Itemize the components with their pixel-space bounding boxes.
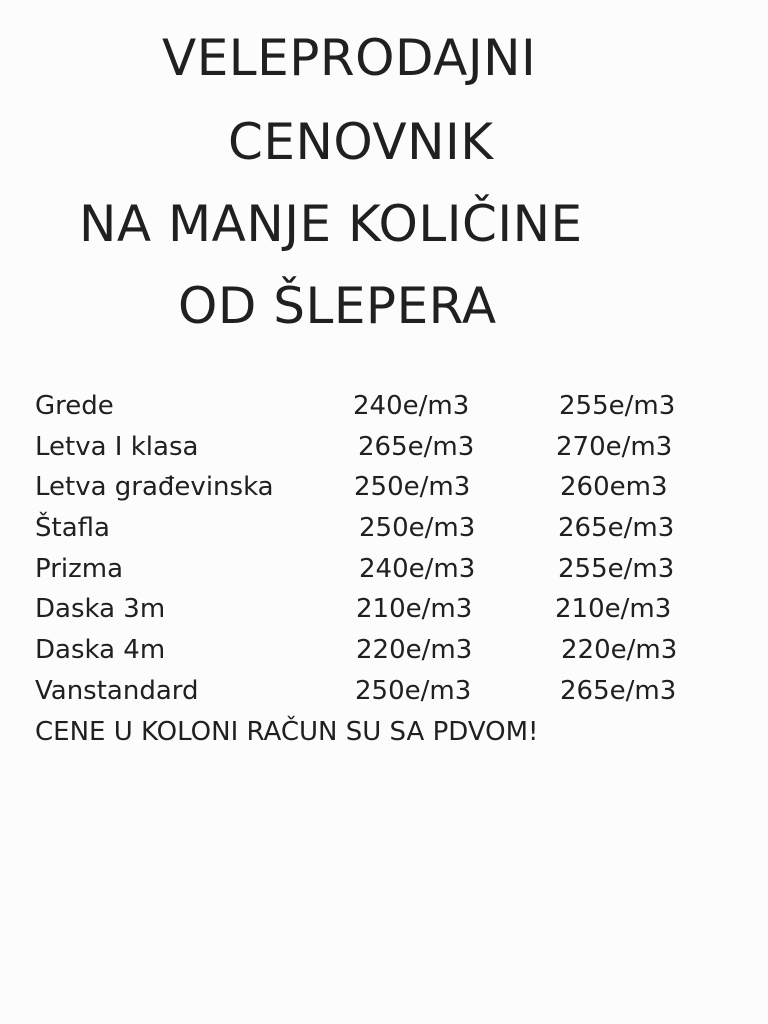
title-line-4: OD ŠLEPERA [178,277,497,335]
product-name: Letva građevinska [35,472,274,503]
price-column-2: 260em3 [560,472,668,503]
title-line-3: NA MANJE KOLIČINE [79,195,583,253]
price-column-1: 265e/m3 [358,431,475,462]
price-table [35,386,735,712]
price-row [35,589,735,630]
price-column-1: 250e/m3 [355,675,472,706]
price-row [35,549,735,590]
price-row [35,671,735,712]
price-column-2: 220e/m3 [561,635,678,666]
price-row [35,386,735,427]
product-name: Letva I klasa [35,431,199,462]
price-column-2: 210e/m3 [555,594,672,625]
price-row [35,467,735,508]
vat-note: CENE U KOLONI RAČUN SU SA PDVOM! [35,717,539,747]
price-column-1: 240e/m3 [353,391,470,421]
price-column-1: 250e/m3 [359,513,476,544]
price-column-1: 250e/m3 [354,472,471,503]
price-row [35,630,735,671]
price-column-1: 220e/m3 [356,635,473,666]
title-line-2: CENOVNIK [228,113,494,171]
product-name: Daska 4m [35,635,166,666]
product-name: Daska 3m [35,594,166,625]
price-column-2: 270e/m3 [556,431,673,462]
product-name: Štafla [35,513,110,544]
price-column-2: 265e/m3 [560,675,677,706]
price-row [35,508,735,549]
price-column-1: 240e/m3 [359,553,476,584]
price-column-2: 255e/m3 [558,553,675,584]
product-name: Grede [35,391,114,421]
product-name: Vanstandard [35,675,199,706]
price-column-2: 255e/m3 [559,391,676,421]
product-name: Prizma [35,553,124,584]
title-line-1: VELEPRODAJNI [162,29,537,87]
price-column-1: 210e/m3 [356,594,473,625]
price-row [35,427,735,468]
price-column-2: 265e/m3 [558,513,675,544]
